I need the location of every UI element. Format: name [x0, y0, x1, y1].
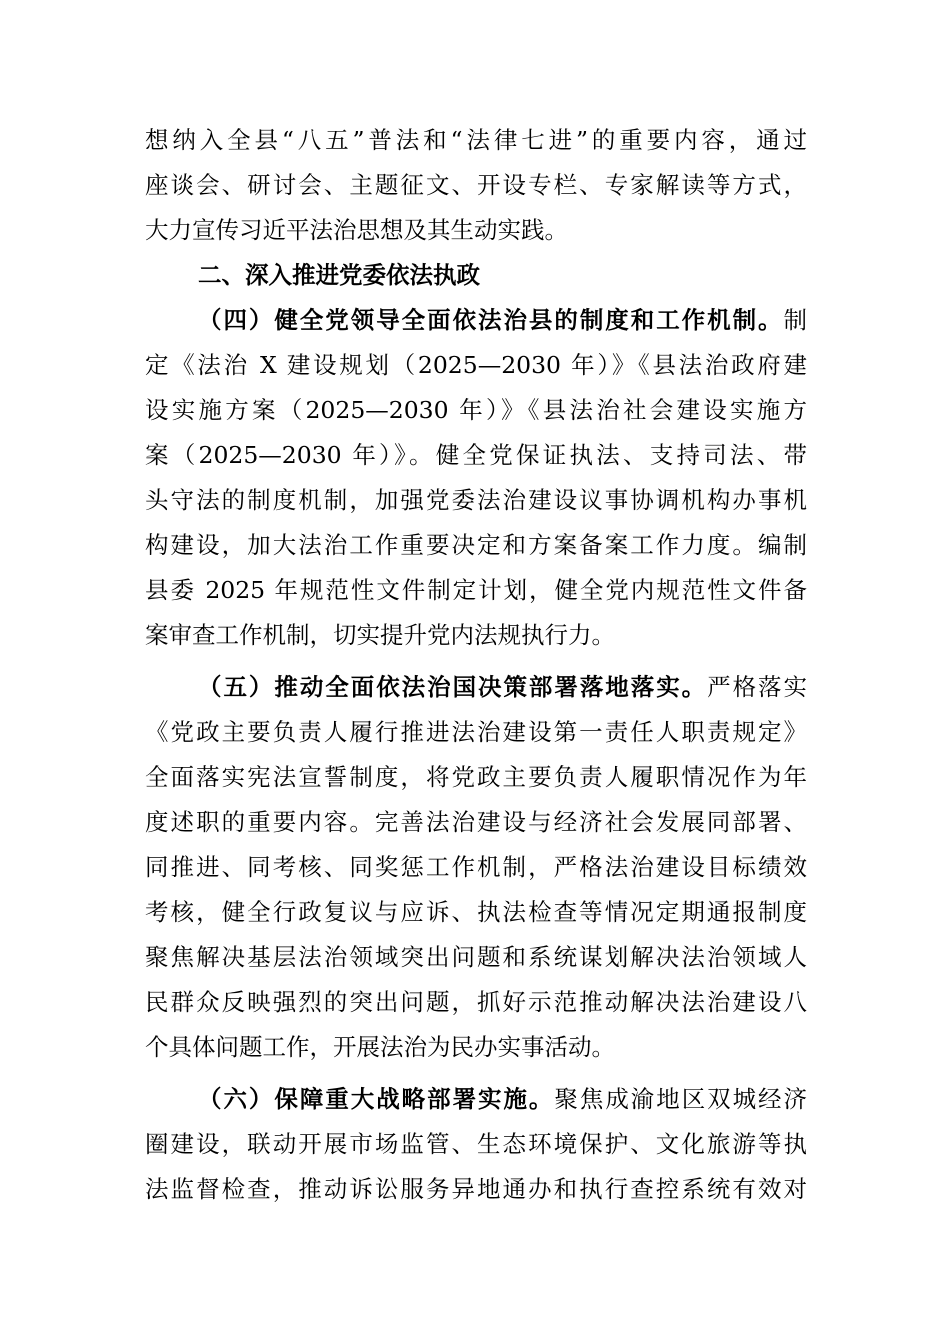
- text-line: 法监督检查，推动诉讼服务异地通办和执行查控系统有效对: [145, 1175, 807, 1203]
- paragraph-6: [145, 1077, 807, 1212]
- text-line: 民群众反映强烈的突出问题，抓好示范推动解决法治建设八: [145, 988, 807, 1016]
- paragraph-first-line-text: 严格落实: [707, 673, 807, 701]
- paragraph-title: （六）保障重大战略部署实施。: [198, 1085, 555, 1113]
- text-line: 度述职的重要内容。完善法治建设与经济社会发展同部署、: [145, 808, 807, 836]
- text-line: 座谈会、研讨会、主题征文、开设专栏、专家解读等方式，: [145, 171, 807, 199]
- paragraph-4: [145, 298, 807, 658]
- text-line: 案（2025—2030 年）》。健全党保证执法、支持司法、带: [145, 441, 807, 469]
- text-line: 头守法的制度机制，加强党委法治建设议事协调机构办事机: [145, 486, 807, 514]
- text-line: 县委 2025 年规范性文件制定计划，健全党内规范性文件备: [145, 576, 807, 604]
- intro-paragraph: [145, 118, 807, 253]
- text-line: 聚焦解决基层法治领域突出问题和系统谋划解决法治领域人: [145, 943, 807, 971]
- paragraph-title: （五）推动全面依法治国决策部署落地落实。: [198, 673, 708, 701]
- text-line: 大力宣传习近平法治思想及其生动实践。: [145, 216, 568, 244]
- paragraph-5: [145, 665, 807, 1070]
- text-line: 考核，健全行政复议与应诉、执法检查等情况定期通报制度: [145, 898, 807, 926]
- text-line: 想纳入全县“八五”普法和“法律七进”的重要内容，通过: [145, 126, 807, 154]
- paragraph-first-line-text: 制: [783, 306, 807, 334]
- text-line: 个具体问题工作，开展法治为民办实事活动。: [145, 1033, 615, 1061]
- text-line: 构建设，加大法治工作重要决定和方案备案工作力度。编制: [145, 531, 807, 559]
- text-line: 圈建设，联动开展市场监管、生态环境保护、文化旅游等执: [145, 1130, 807, 1158]
- text-line: 同推进、同考核、同奖惩工作机制，严格法治建设目标绩效: [145, 853, 807, 881]
- paragraph-first-line: [145, 665, 807, 710]
- paragraph-first-line-text: 聚焦成渝地区双城经济: [554, 1085, 807, 1113]
- text-line: 案审查工作机制，切实提升党内法规执行力。: [145, 621, 615, 649]
- text-line: 定《法治 X 建设规划（2025—2030 年）》《县法治政府建: [145, 351, 807, 379]
- text-line: 设实施方案（2025—2030 年）》《县法治社会建设实施方: [145, 396, 807, 424]
- text-line: 《党政主要负责人履行推进法治建设第一责任人职责规定》: [145, 718, 807, 746]
- text-line: 全面落实宪法宣誓制度，将党政主要负责人履职情况作为年: [145, 763, 807, 791]
- paragraph-first-line: [145, 298, 807, 343]
- section-heading: 二、深入推进党委依法执政: [198, 261, 480, 289]
- paragraph-first-line: [145, 1077, 807, 1122]
- document-page: [145, 118, 807, 1212]
- paragraph-title: （四）健全党领导全面依法治县的制度和工作机制。: [198, 306, 784, 334]
